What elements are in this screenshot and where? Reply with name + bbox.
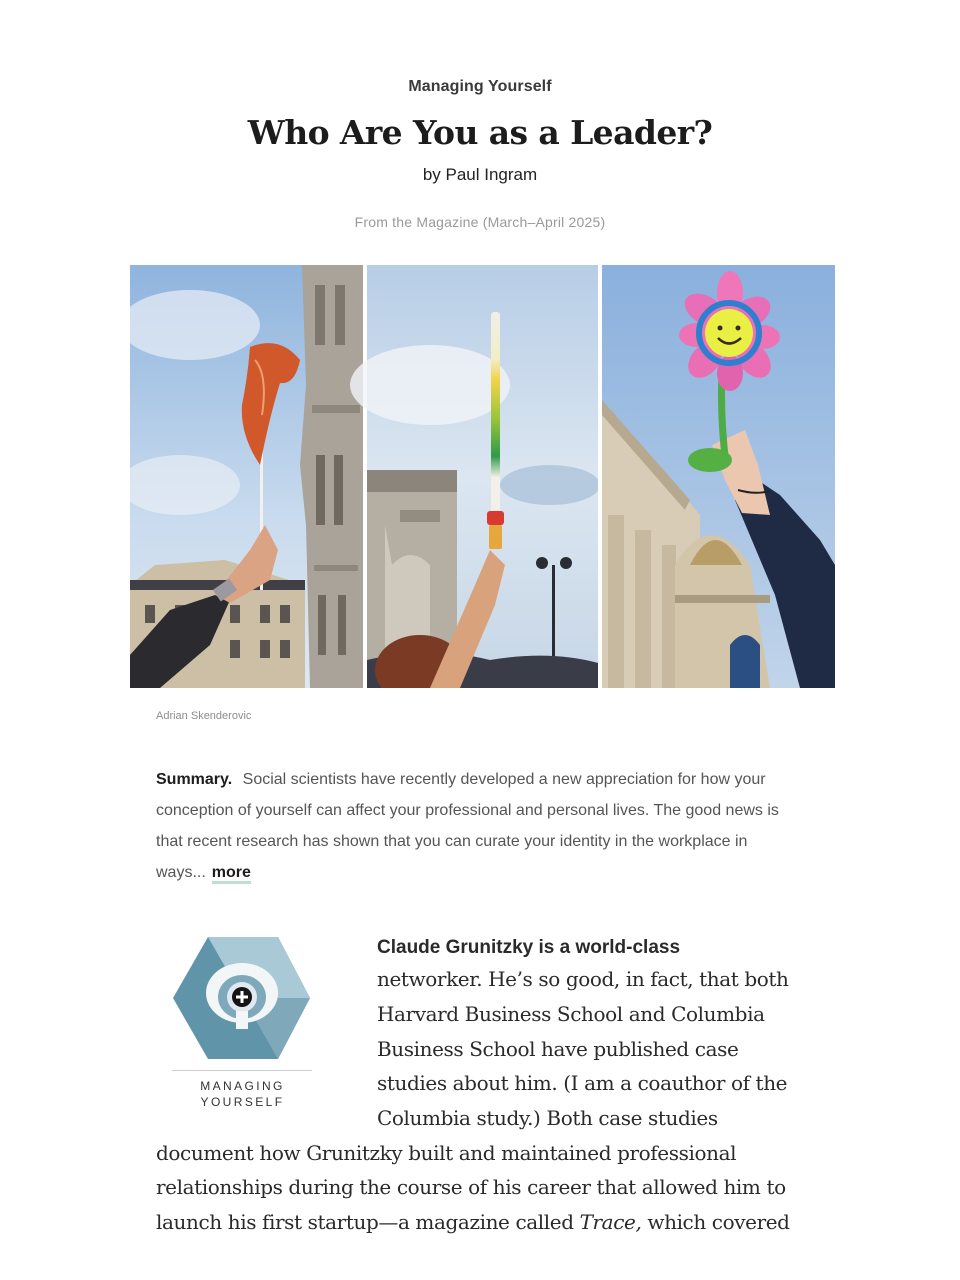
body-line: networker. He’s so good, in fact, that both bbox=[377, 967, 789, 991]
body-line: Business School have published case bbox=[377, 1037, 739, 1061]
summary-more-link[interactable]: more bbox=[212, 864, 251, 884]
photo-credit: Adrian Skenderovic bbox=[156, 710, 252, 722]
body-line: Columbia study.) Both case studies bbox=[377, 1106, 718, 1130]
magazine-name: Trace, bbox=[579, 1210, 642, 1234]
article-title: Who Are You as a Leader? bbox=[247, 113, 713, 152]
body-line: document how Grunitzky built and maintained professional bbox=[156, 1141, 737, 1165]
summary-label: Summary. bbox=[156, 771, 233, 788]
author-byline[interactable]: by Paul Ingram bbox=[422, 165, 538, 184]
photo-panel-sword bbox=[350, 265, 600, 688]
badge-line-1: MANAGING bbox=[200, 1079, 285, 1093]
photo-panel-flower bbox=[602, 265, 835, 688]
section-eyebrow[interactable]: Managing Yourself bbox=[408, 78, 552, 95]
magazine-issue[interactable]: From the Magazine (March–April 2025) bbox=[354, 214, 606, 230]
body-line bbox=[156, 1205, 790, 1240]
badge-line-2: YOURSELF bbox=[200, 1095, 285, 1109]
body-line: Harvard Business School and Columbia bbox=[377, 1002, 765, 1026]
article-summary bbox=[156, 764, 806, 888]
summary-text: Social scientists have recently developed a new appreciation for how your conception of yourself can affect your professional and personal lives. The good news is that recent research has shown that you can curate your identity in the workplace in ways... bbox=[156, 771, 779, 881]
body-line: relationships during the course of his career that allowed him to bbox=[156, 1175, 786, 1199]
badge-divider bbox=[172, 1070, 312, 1071]
body-line: studies about him. (I am a coauthor of the bbox=[377, 1071, 788, 1095]
photo-panel-scarf bbox=[130, 265, 363, 688]
body-line-end: which covered bbox=[641, 1210, 790, 1234]
badge-label bbox=[170, 1078, 315, 1110]
eye-hexagon-icon bbox=[170, 935, 315, 1065]
hero-image bbox=[130, 265, 835, 688]
lead-in: Claude Grunitzky is a world-class bbox=[377, 937, 681, 958]
body-line-start: launch his first startup—a magazine called bbox=[156, 1210, 574, 1234]
managing-yourself-badge[interactable] bbox=[170, 935, 315, 1115]
